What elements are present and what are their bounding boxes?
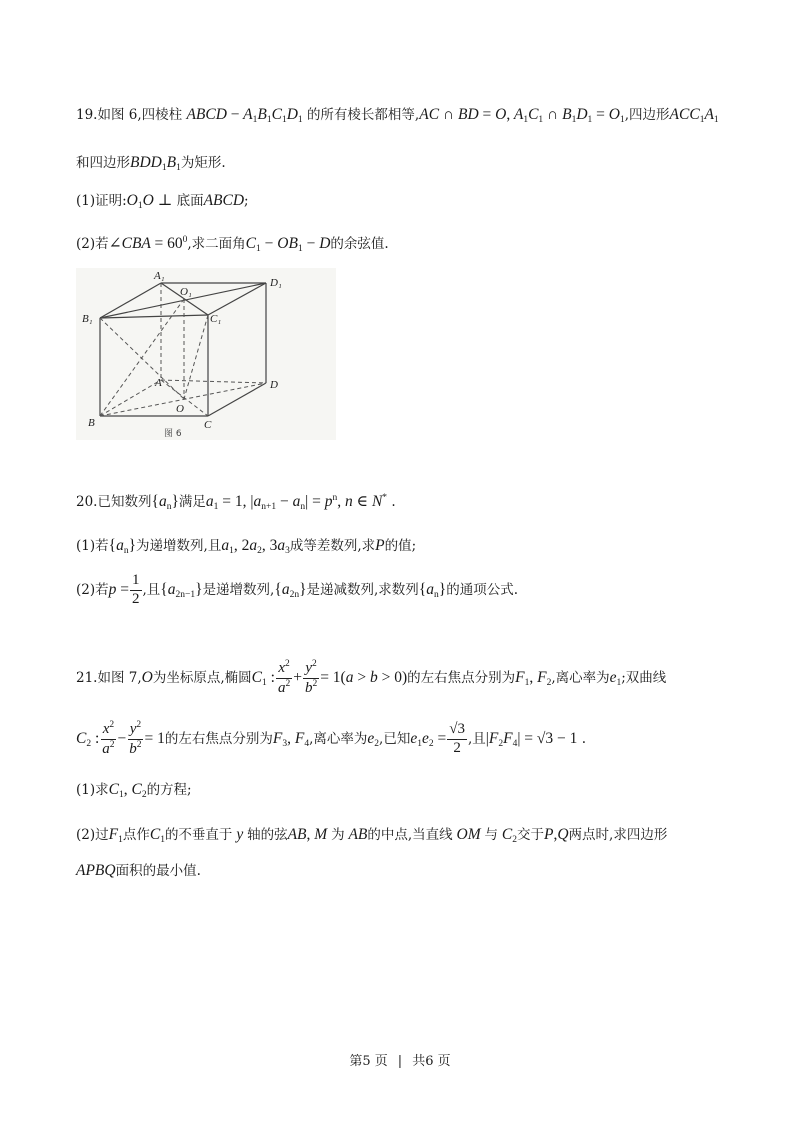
label-o: O — [176, 403, 184, 415]
prism-name: ABCD − $A_1B_1C_1D_1$ — [186, 106, 303, 125]
cond-ac-bd: AC ∩ BD = O, $A_1C_1$ ∩ $B_1D_1 = O_1$ — [419, 106, 625, 125]
label-d: D — [270, 379, 278, 391]
frac-half: $\frac{1}{2}$ — [132, 572, 140, 607]
q21-line2: $C_2$ : $\frac{x^2}{a^2}$ − $\frac{y^2}{b^2}$ = 1的左右焦点分别为$F_3$, $F_4$,离心率为$e_2$,已知$e_1e_2$ = $\frac{√3}{2}$ ,且$|F_2F_4| = √3 - 1$ . — [76, 720, 586, 757]
figure-6-caption: 图 6 — [164, 429, 182, 439]
q21-part2-cont: APBQ面积的最小值. — [76, 862, 201, 879]
q20-part2: (2)若p = $\frac{1}{2}$ ,且$\{a_{2n-1}\}$是递增数列$,\{a_{2n}\}$是递减数列,求数列$\{a_n\}$的通项公式. — [76, 572, 519, 607]
page-footer — [0, 1050, 800, 1069]
label-a: A — [155, 377, 162, 389]
q19-line1: 19.如图 6,四棱柱 ABCD − $A_1B_1C_1D_1$ 的所有棱长都相等,AC ∩ BD = O, $A_1C_1$ ∩ $B_1D_1 = O_1$,四边形$ACC_1A_1$ — [76, 106, 719, 125]
label-c: C — [204, 419, 212, 431]
label-b1: B₁ — [82, 313, 93, 325]
label-o1: O₁ — [180, 286, 192, 298]
figure-6 — [76, 268, 336, 440]
q20-condition: $a_1 = 1$, $|a_{n+1} - a_n| = p^n$, n ∈ N* — [205, 493, 388, 512]
frac-sqrt3-over-2: $\frac{√3}{2}$ — [449, 721, 465, 756]
q19-line2: 和四边形$BDD_1B_1$为矩形. — [76, 154, 226, 173]
label-d1: D₁ — [270, 277, 282, 289]
q20-part1: (1)若$\{a_n\}$为递增数列,且$a_1$, $2a_2$, $3a_3$成等差数列,求P的值; — [76, 537, 417, 556]
footer-separator: | — [397, 1054, 403, 1069]
q20-line1: 20.已知数列$\{a_n\}$满足$a_1 = 1$, $|a_{n+1} - a_n| = p^n$, n ∈ N* . — [76, 493, 396, 512]
label-a1: A₁ — [154, 270, 165, 282]
page-number: 第5 页 — [349, 1054, 388, 1069]
q21-part1: (1)求$C_1$, $C_2$的方程; — [76, 781, 192, 800]
q21-part2: (2)过$F_1$点作$C_1$的不垂直于 y 轴的弦AB, M 为 AB的中点,当直线 OM 与 $C_2$交于P,Q两点时,求四边形 — [76, 826, 668, 845]
prism-diagram — [76, 268, 336, 440]
label-c1: C₁ — [210, 313, 222, 325]
q19-part1: (1)证明$:O_1O$ ⊥ 底面ABCD; — [76, 192, 249, 211]
page-total: 共6 页 — [412, 1054, 451, 1069]
q21-line1: 21.如图 7,O为坐标原点,椭圆$C_1$ : $\frac{x^2}{a^2}$ + $\frac{y^2}{b^2}$ = 1(a > b > 0)的左右焦点分别为$F_1$, $F_2$,离心率为$e_1$;双曲线 — [76, 659, 667, 696]
q19-part2: (2)若∠CBA = $60^0$,求二面角$C_1 - OB_1 - D$的余弦值. — [76, 235, 389, 254]
label-b: B — [88, 417, 95, 429]
